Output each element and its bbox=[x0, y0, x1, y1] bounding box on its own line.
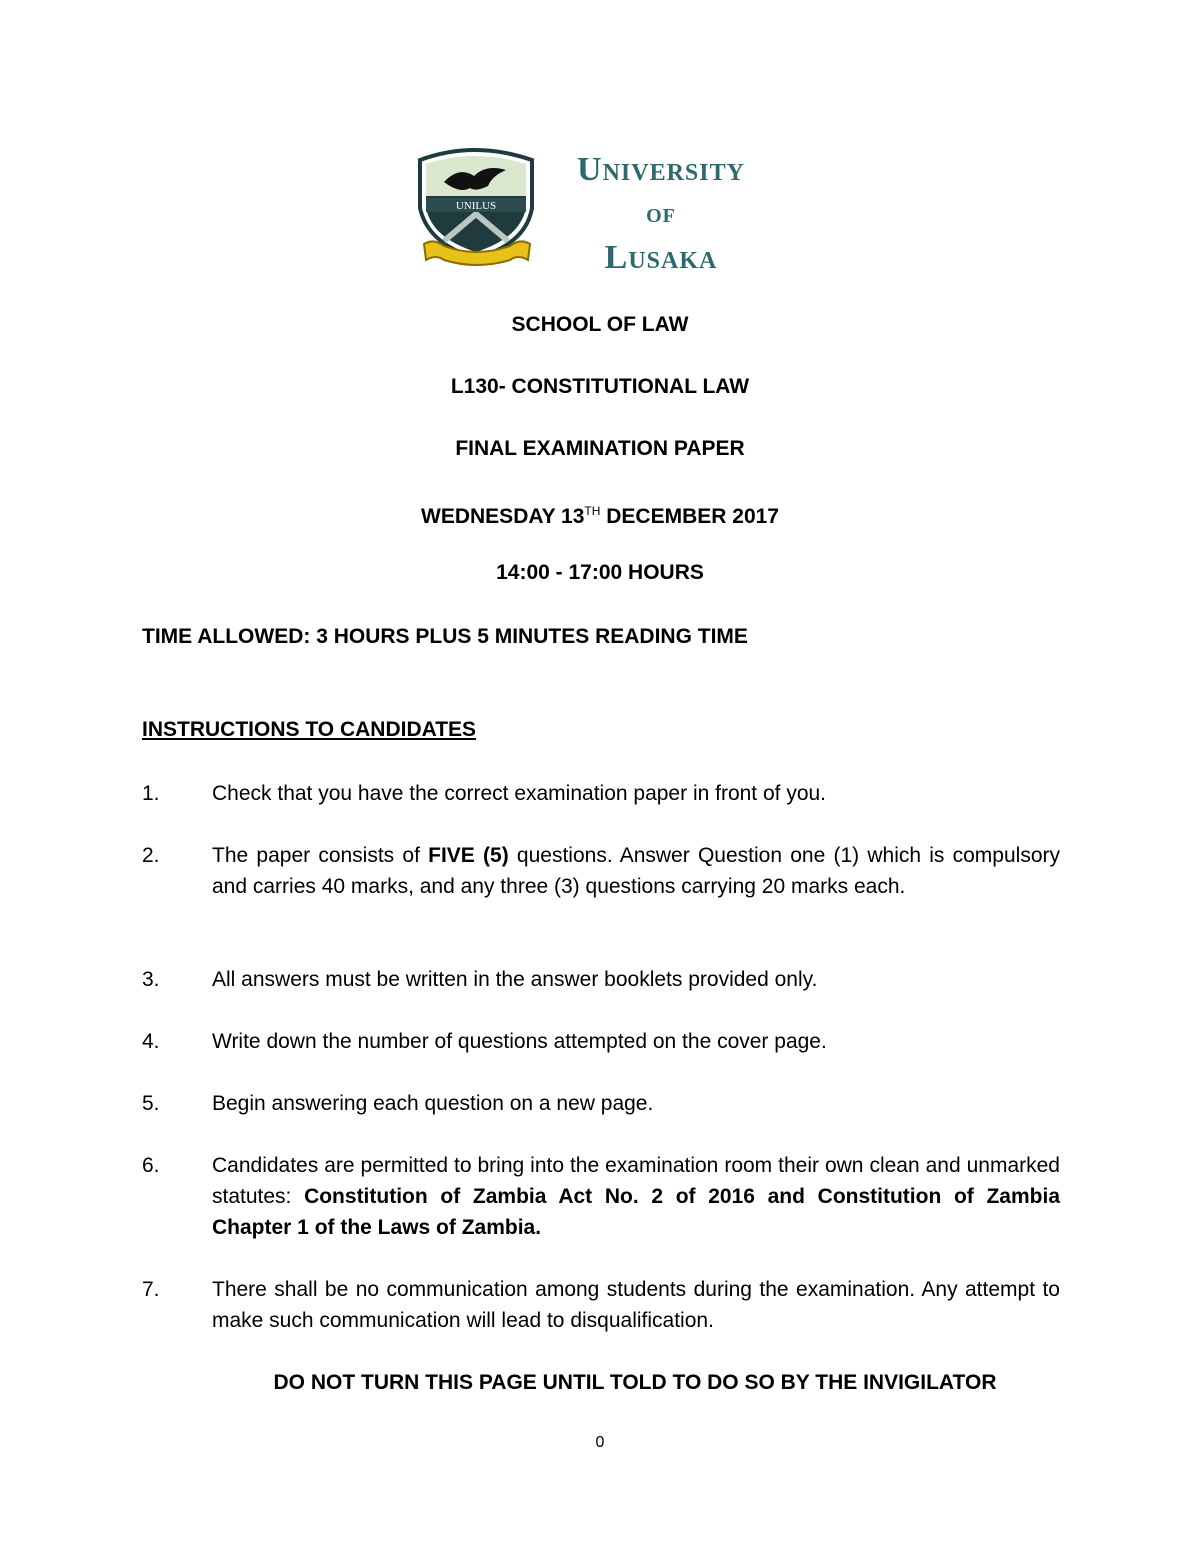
list-item-number: 1. bbox=[142, 782, 160, 805]
paper-title: FINAL EXAMINATION PAPER bbox=[455, 437, 745, 460]
list-item-text: All answers must be written in the answer booklets provided only. bbox=[212, 968, 818, 991]
crest-icon bbox=[414, 146, 544, 272]
exam-time: 14:00 - 17:00 HOURS bbox=[496, 561, 704, 584]
crest-label: UNILUS bbox=[455, 200, 497, 212]
university-name-line1: University bbox=[577, 151, 745, 188]
time-allowed: TIME ALLOWED: 3 HOURS PLUS 5 MINUTES READING TIME bbox=[142, 625, 748, 648]
course-title: L130- CONSTITUTIONAL LAW bbox=[450, 375, 750, 398]
list-item-text-part: The paper consists of bbox=[212, 844, 429, 867]
list-item-text: Write down the number of questions attempted on the cover page. bbox=[212, 1030, 827, 1053]
list-item-text: Begin answering each question on a new page. bbox=[212, 1092, 654, 1115]
list-item-emphasis: FIVE (5) bbox=[428, 844, 509, 867]
instructions-heading: INSTRUCTIONS TO CANDIDATES bbox=[142, 718, 477, 741]
exam-date-ordinal: TH bbox=[584, 504, 601, 518]
list-item-text: There shall be no communication among students during the examination. Any attempt to make such communication will lead to disqualification. bbox=[212, 1278, 1060, 1332]
exam-date bbox=[0, 498, 1200, 530]
university-name-line3: Lusaka bbox=[604, 239, 718, 276]
list-item-text bbox=[212, 1150, 1060, 1243]
list-item-text-part: questions. Answer Question one (1) which is compulsory and carries 40 marks, and any three (3) questions carrying 20 marks each. bbox=[212, 844, 1061, 898]
university-name-line2: of bbox=[646, 198, 676, 229]
list-item-number: 3. bbox=[142, 968, 160, 991]
list-item-emphasis: Constitution of Zambia Act No. 2 of 2016 and Constitution of Zambia Chapter 1 of the Laws of Zambia. bbox=[212, 1185, 1060, 1239]
list-item-text bbox=[212, 840, 1060, 902]
page-number: 0 bbox=[595, 1434, 605, 1451]
list-item-number: 5. bbox=[142, 1092, 160, 1115]
invigilator-warning: DO NOT TURN THIS PAGE UNTIL TOLD TO DO SO BY THE INVIGILATOR bbox=[273, 1371, 997, 1394]
exam-date-main: WEDNESDAY 13 bbox=[421, 505, 585, 528]
university-name bbox=[556, 148, 766, 280]
exam-date-rest: DECEMBER 2017 bbox=[600, 505, 779, 528]
list-item-number: 4. bbox=[142, 1030, 160, 1053]
list-item-number: 7. bbox=[142, 1278, 160, 1301]
school-name: SCHOOL OF LAW bbox=[511, 313, 689, 336]
list-item-text-part: Candidates are permitted to bring into the examination room their own clean and unmarked statutes: bbox=[212, 1154, 1060, 1208]
list-item-text: Check that you have the correct examination paper in front of you. bbox=[212, 782, 827, 805]
list-item-number: 2. bbox=[142, 844, 160, 867]
list-item-number: 6. bbox=[142, 1154, 160, 1177]
